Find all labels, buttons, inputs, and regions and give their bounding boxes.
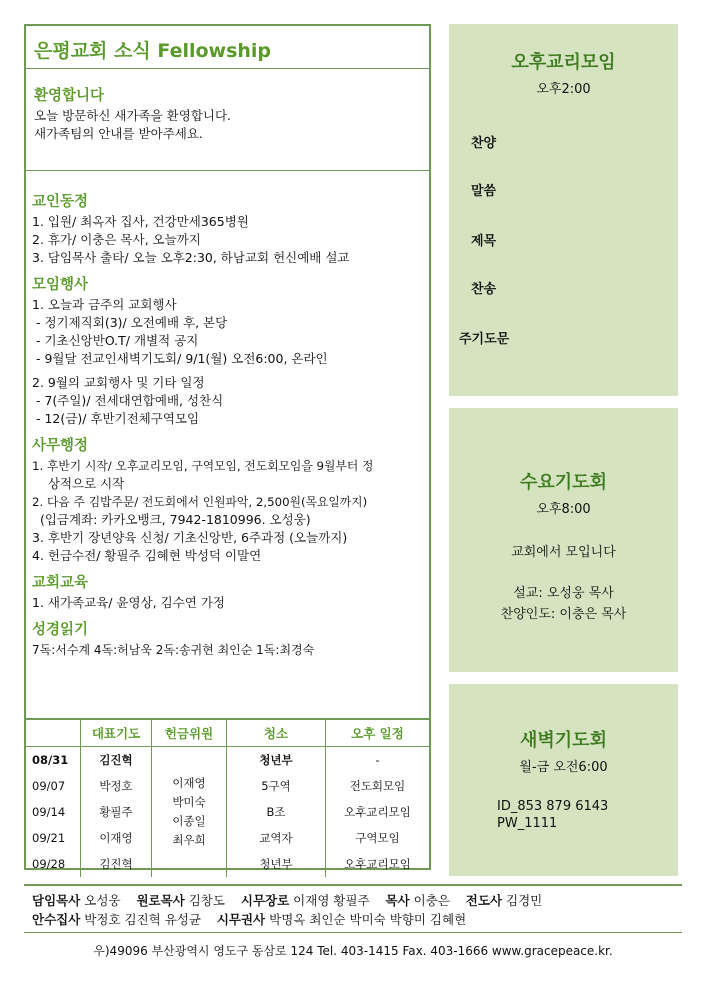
page-title: 은평교회 소식 Fellowship	[34, 40, 272, 62]
staff-names: 김경민	[506, 893, 543, 908]
header-cell: 헌금위원	[152, 720, 227, 747]
offering-name: 박미숙	[172, 795, 206, 809]
section-line: 2. 휴가/ 이충은 목사, 오늘까지	[32, 232, 201, 247]
panel-time: 월-금 오전6:00	[519, 760, 608, 775]
prayer-cell: 김진혁	[81, 747, 152, 774]
section-line: 1. 새가족교육/ 윤영상, 김수연 가정	[32, 595, 225, 610]
date-cell: 09/14	[26, 799, 81, 825]
section-heading: 교회교육	[32, 575, 89, 591]
schedule-table	[24, 720, 431, 870]
panel-preacher: 설교: 오성웅 목사	[513, 586, 614, 601]
section-member-news	[32, 190, 424, 267]
offering-name: 최우희	[172, 833, 206, 847]
panel-afternoon-doctrine	[449, 24, 678, 396]
staff-row	[24, 891, 682, 910]
section-line: 3. 후반기 장년양육 신청/ 기초신앙반, 6주과정 (오늘까지)	[32, 530, 348, 545]
prayer-cell: 황필주	[81, 799, 152, 825]
staff-names: 오성웅	[84, 893, 121, 908]
panel-title: 오후교리모임	[511, 52, 616, 73]
order-item: 제목	[471, 234, 497, 249]
staff-role: 시무권사	[216, 912, 266, 927]
staff-role: 목사	[385, 893, 410, 908]
order-item: 찬송	[471, 282, 497, 297]
section-line: 2. 9월의 교회행사 및 기타 일정	[32, 375, 205, 390]
staff-role: 원로목사	[136, 893, 185, 908]
cleaning-cell: 5구역	[227, 773, 326, 799]
cleaning-cell: 청년부	[227, 747, 326, 774]
header-cell: 오후 일정	[326, 720, 430, 747]
staff-role: 전도사	[465, 893, 503, 908]
order-item: 주기도문	[459, 332, 510, 347]
staff-role: 안수집사	[32, 912, 81, 927]
section-events	[32, 273, 424, 428]
zoom-id: ID_853 879 6143	[497, 799, 609, 814]
staff-role: 시무장로	[240, 893, 290, 908]
staff-names: 박정호 김진혁 유성균	[84, 912, 201, 927]
panel-note: 교회에서 모입니다	[511, 545, 616, 560]
panel-title: 새벽기도회	[520, 730, 607, 751]
footer	[24, 884, 682, 958]
prayer-cell: 김진혁	[81, 851, 152, 877]
news-content	[32, 186, 424, 665]
date-cell: 09/28	[26, 851, 81, 877]
welcome-section	[26, 70, 429, 171]
afternoon-cell: 오후교리모임	[344, 805, 411, 819]
section-administration	[32, 434, 424, 565]
section-heading: 성경읽기	[32, 622, 89, 638]
prayer-cell: 이재영	[81, 825, 152, 851]
table-row	[26, 773, 429, 799]
panel-dawn-prayer	[449, 684, 678, 876]
section-line: 1. 오늘과 금주의 교회행사	[32, 297, 177, 312]
offering-name: 이종일	[172, 814, 206, 828]
staff-names: 이재영 황필주	[293, 893, 370, 908]
cleaning-cell: 청년부	[227, 851, 326, 877]
section-line: - 7(주일)/ 전세대연합예배, 성찬식	[32, 393, 224, 408]
section-line: 1. 입원/ 최옥자 집사, 건강만세365병원	[32, 214, 249, 229]
table-row	[26, 747, 429, 774]
offering-name: 이재영	[172, 776, 206, 790]
afternoon-cell: -	[375, 753, 380, 767]
panel-title: 수요기도회	[520, 472, 607, 493]
section-line: (입금계좌: 카카오뱅크, 7942-1810996. 오성웅)	[32, 512, 311, 527]
section-heading: 사무행정	[32, 438, 89, 454]
date-cell: 09/21	[26, 825, 81, 851]
panel-time: 오후2:00	[536, 82, 591, 97]
staff-row	[24, 910, 682, 929]
table-row	[26, 825, 429, 851]
cleaning-cell: B조	[227, 799, 326, 825]
church-address: 우)49096 부산광역시 영도구 동삼로 124 Tel. 403-1415 Fax. 403-1666 www.gracepeace.kr.	[93, 944, 613, 958]
panel-time: 오후8:00	[536, 502, 591, 517]
section-line: - 정기제직회(3)/ 오전예배 후, 본당	[32, 315, 228, 330]
section-line: - 12(금)/ 후반기전체구역모임	[32, 411, 200, 426]
section-line: 상적으로 시작	[32, 476, 125, 491]
table-row	[26, 799, 429, 825]
staff-names: 박명옥 최인순 박미숙 박향미 김혜현	[269, 912, 467, 927]
order-item: 말씀	[471, 184, 497, 199]
section-bible-reading	[32, 618, 424, 659]
cleaning-cell: 교역자	[227, 825, 326, 851]
zoom-password: PW_1111	[497, 816, 558, 831]
staff-names: 김창도	[188, 893, 225, 908]
header-cell	[26, 720, 81, 747]
welcome-heading: 환영합니다	[34, 88, 105, 104]
date-cell: 08/31	[26, 747, 81, 774]
section-line: 2. 다음 주 김밥주문/ 전도회에서 인원파악, 2,500원(목요일까지)	[32, 495, 368, 509]
section-line: 4. 헌금수전/ 황필주 김혜현 박성덕 이말연	[32, 548, 262, 563]
header-cell: 대표기도	[81, 720, 152, 747]
section-line: - 기초신앙반O.T/ 개별적 공지	[32, 333, 199, 348]
header-cell: 청소	[227, 720, 326, 747]
panel-leader: 찬양인도: 이충은 목사	[500, 607, 627, 622]
title-bar	[26, 26, 429, 69]
staff-names: 이충은	[413, 893, 450, 908]
date-cell: 09/07	[26, 773, 81, 799]
afternoon-cell: 구역모임	[355, 831, 400, 845]
divider	[24, 932, 682, 933]
afternoon-cell: 오후교리모임	[344, 857, 411, 871]
section-line: 3. 담임목사 출타/ 오늘 오후2:30, 하남교회 헌신예배 설교	[32, 250, 350, 265]
order-item: 찬양	[471, 136, 497, 151]
panel-wednesday-prayer	[449, 408, 678, 672]
staff-role: 담임목사	[32, 893, 81, 908]
section-line: 7독:서수계 4독:허남욱 2독:송귀현 최인순 1독:최경숙	[32, 643, 315, 657]
section-education	[32, 571, 424, 612]
afternoon-cell: 전도회모임	[349, 779, 406, 793]
offering-cell	[152, 747, 227, 878]
section-line: 1. 후반기 시작/ 오후교리모임, 구역모임, 전도회모임을 9월부터 정	[32, 459, 374, 473]
table-row	[26, 851, 429, 877]
welcome-line: 오늘 방문하신 새가족을 환영합니다.	[34, 108, 232, 123]
section-line: - 9월달 전교인새벽기도회/ 9/1(월) 오전6:00, 온라인	[32, 351, 328, 366]
prayer-cell: 박정호	[81, 773, 152, 799]
welcome-line: 새가족팀의 안내를 받아주세요.	[34, 126, 203, 141]
section-heading: 교인동정	[32, 194, 89, 210]
news-box	[24, 24, 431, 720]
section-heading: 모임행사	[32, 277, 89, 293]
